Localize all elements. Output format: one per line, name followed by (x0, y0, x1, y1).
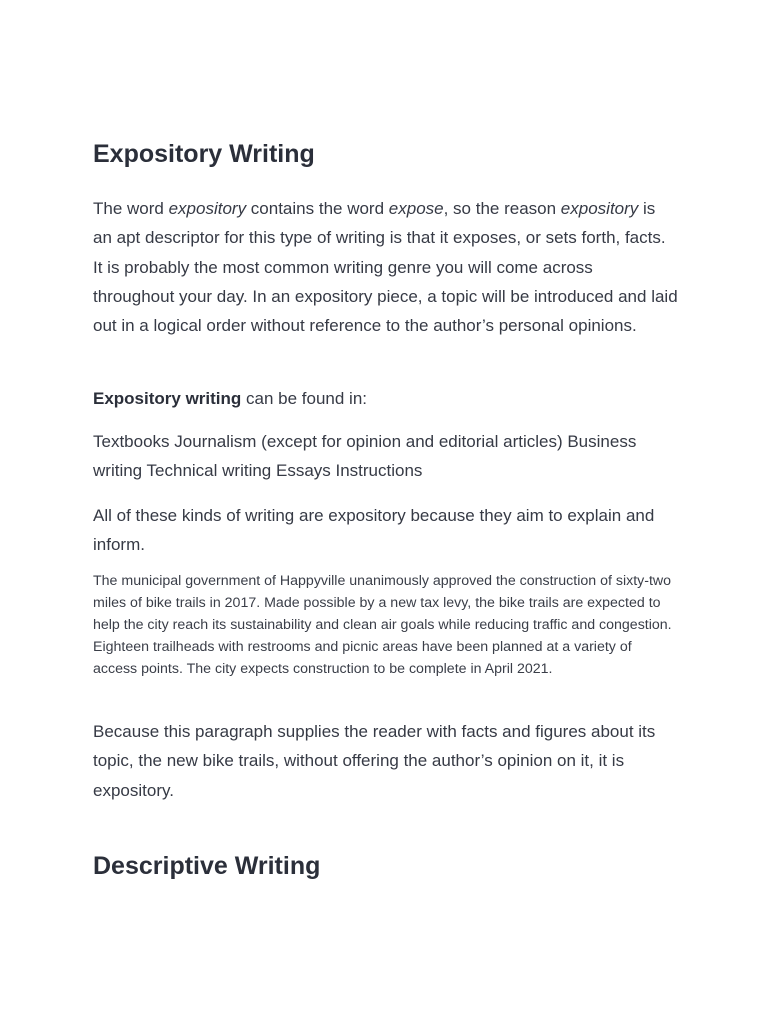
intro-text-3: , so the reason (443, 199, 561, 218)
intro-text-1: The word (93, 199, 169, 218)
intro-emphasis-3: expository (560, 199, 639, 218)
intro-emphasis-2: expose (388, 199, 444, 218)
found-in-bold: Expository writing (93, 389, 242, 408)
found-in-rest: can be found in: (241, 389, 368, 408)
found-in-paragraph (93, 384, 678, 413)
intro-paragraph (93, 194, 678, 340)
intro-text-4: is an apt descriptor for this type of writing is that it exposes, or sets forth, facts. It is probably the most common writing genre you will come across throughout your day. In an expository piece, a topic will be introduced and laid out in a logical order without reference to the author’s personal opinions. (93, 199, 678, 336)
summary-paragraph: All of these kinds of writing are expository because they aim to explain and inform. (93, 506, 655, 555)
section-heading-expository: Expository Writing (93, 140, 315, 168)
types-list-paragraph: Textbooks Journalism (except for opinion and editorial articles) Business writing Technical writing Essays Instructions (93, 432, 637, 481)
intro-emphasis-1: expository (168, 199, 247, 218)
conclusion-paragraph: Because this paragraph supplies the reader with facts and figures about its topic, the new bike trails, without offering the author’s opinion on it, it is expository. (93, 722, 656, 800)
section-heading-descriptive: Descriptive Writing (93, 852, 321, 880)
example-paragraph: The municipal government of Happyville unanimously approved the construction of sixty-two miles of bike trails in 2017. Made possible by a new tax levy, the bike trails are expected to help the city reach its sustainability and clean air goals while reducing traffic and congestion. Eighteen trailheads with restrooms and picnic areas have been planned at a variety of access points. The city expects construction to be complete in April 2021. (93, 573, 672, 677)
intro-text-2: contains the word (246, 199, 389, 218)
